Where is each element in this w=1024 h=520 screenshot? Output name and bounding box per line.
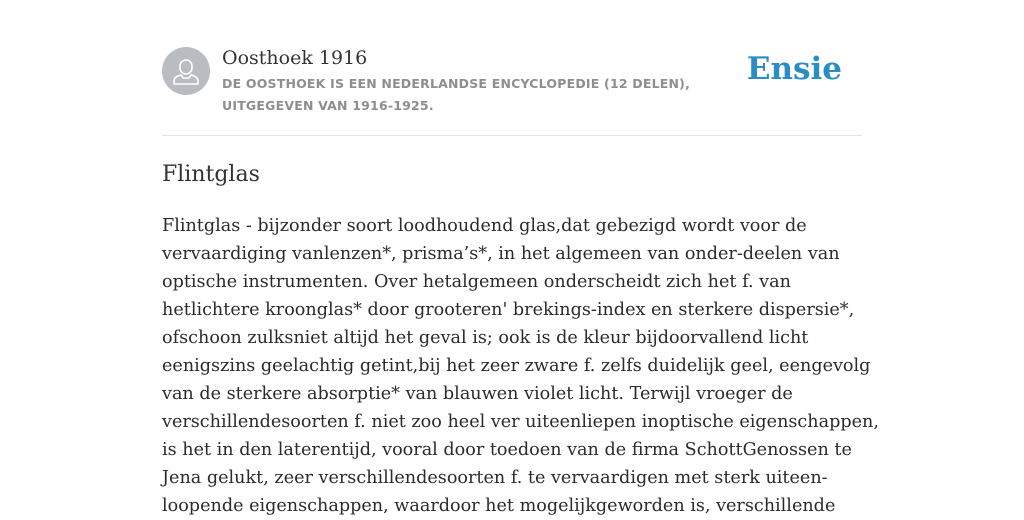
article-line: verschillendesoorten f. niet zoo heel ver uiteenliepen inoptische eigenschappen, <box>162 412 879 432</box>
article-line: van de sterkere absorptie* van blauwen violet licht. Terwijl vroeger de <box>162 384 793 404</box>
article-line: is het in den laterentijd, vooral door toedoen van de firma SchottGenossen te <box>162 440 852 460</box>
article-line: vervaardiging vanlenzen*, prisma’s*, in het algemeen van onder-deelen van <box>162 244 840 264</box>
article-line: hetlichtere kroonglas* door grooteren' brekings-index en sterkere dispersie*, <box>162 300 855 320</box>
source-description: DE OOSTHOEK IS EEN NEDERLANDSE ENCYCLOPEDIE (12 DELEN), UITGEGEVEN VAN 1916-1925. <box>222 76 691 113</box>
article-line: optische instrumenten. Over hetalgemeen onderscheidt zich het f. van <box>162 272 791 292</box>
article-line: Flintglas - bijzonder soort loodhoudend glas,dat gebezigd wordt voor de <box>162 216 807 236</box>
article-body <box>162 212 879 520</box>
article-line: ofschoon zulksniet altijd het geval is; ook is de kleur bijdoorvallend licht <box>162 328 809 348</box>
article-line: eenigszins geelachtig getint,bij het zeer zware f. zelfs duidelijk geel, eengevolg <box>162 356 871 376</box>
article-title: Flintglas <box>162 162 260 187</box>
article-line: loopende eigenschappen, waardoor het mogelijkgeworden is, verschillende <box>162 496 836 516</box>
user-icon[interactable] <box>162 47 210 95</box>
source-header <box>162 46 862 136</box>
source-title[interactable]: Oosthoek 1916 <box>222 47 368 69</box>
ensie-logo[interactable]: Ensie <box>746 51 842 87</box>
header-divider <box>162 135 862 136</box>
article-line: Jena gelukt, zeer verschillendesoorten f. te vervaardigen met sterk uiteen- <box>162 468 828 488</box>
